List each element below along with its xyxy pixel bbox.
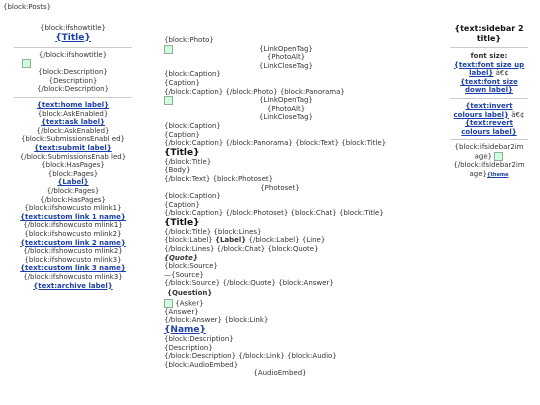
- block-tag: {block:Photo}: [164, 36, 214, 44]
- block-tag: {/block:SubmissionsEnab led}: [19, 152, 127, 161]
- divider: [14, 97, 132, 98]
- ask-link[interactable]: {text:ask label}: [41, 118, 105, 127]
- block-tag: {block:ifshowtitle}: [39, 24, 107, 32]
- block-tag: {/block:Lines} {/block:Chat} {block:Quote}: [164, 245, 319, 254]
- asker-text: {Asker}: [175, 299, 204, 308]
- block-tag: {LinkOpenTag}: [259, 96, 313, 105]
- block-tag: {LinkCloseTag}: [258, 61, 314, 70]
- block-tag: {/block:ifshowcusto mlink2}: [23, 247, 123, 256]
- block-tag: {/block:Label} {Line}: [248, 236, 326, 245]
- submit-link[interactable]: {text:submit label}: [34, 144, 112, 153]
- block-tag: {block:SubmissionsEnabl ed}: [20, 135, 126, 144]
- blog-title-link[interactable]: {Title}: [55, 32, 91, 43]
- divider: [14, 47, 132, 48]
- panorama-icon: [164, 96, 173, 105]
- font-size-up-link[interactable]: {text:font size up label}: [453, 60, 525, 78]
- block-tag: {/block:Answer} {block:Link}: [164, 316, 269, 325]
- block-tag: {block:ifshowcusto mlink2}: [24, 229, 122, 238]
- block-tag: {block:AudioEmbed}: [164, 360, 239, 369]
- block-tag: {/block:Pages}: [46, 187, 100, 195]
- question-text: {Question}: [167, 289, 213, 298]
- block-tag: {block:Label}: [164, 236, 213, 245]
- block-tag: {block:ifsidebar2im age}: [454, 143, 524, 161]
- block-tag: {/block:HasPages}: [40, 195, 106, 204]
- sidebar-title: {text:sidebar 2 title}: [454, 24, 524, 43]
- block-tag: {block:Caption}: [164, 70, 221, 79]
- divider: [450, 139, 528, 140]
- chat-label: {Label}: [214, 236, 247, 245]
- photo-icon: [164, 45, 173, 54]
- archive-link[interactable]: {text:archive label}: [33, 281, 113, 290]
- caption-text: {Caption}: [164, 200, 200, 209]
- sidebar-image-icon: [494, 152, 503, 161]
- block-tag: {block:Description}: [38, 68, 108, 77]
- source-text: —{Source}: [164, 270, 204, 279]
- block-tag: {/block:Title} {block:Lines}: [164, 227, 262, 236]
- revert-colours-link[interactable]: {text:revert colours label}: [461, 119, 517, 136]
- block-tag: {LinkOpenTag}: [259, 44, 313, 53]
- block-tag: {LinkCloseTag}: [258, 113, 314, 122]
- answer-text: {Answer}: [164, 307, 199, 316]
- block-tag: {/block:Description} {/block:Link} {block:Audio}: [164, 352, 337, 361]
- block-tag: {/block:ifsidebar2im age}: [453, 161, 525, 178]
- posts-column: [164, 36, 396, 378]
- divider: [450, 47, 528, 48]
- audio-embed-text: {AudioEmbed}: [253, 369, 307, 378]
- block-tag: {block:Caption}: [164, 192, 221, 201]
- block-tag: {/block:ifshowcusto mlink1}: [23, 221, 123, 230]
- caption-text: {Caption}: [164, 130, 200, 139]
- quote-text: {Quote}: [164, 253, 198, 262]
- font-size-down-link[interactable]: {text:font size down label}: [460, 77, 518, 95]
- block-tag: {/block:Description}: [36, 85, 110, 94]
- block-tag: {block:Source}: [164, 262, 218, 271]
- block-tag: {/block:Text} {block:Photoset}: [164, 174, 274, 183]
- block-tag: {block:AskEnabled}: [37, 109, 109, 118]
- separator: â€¢: [495, 69, 509, 78]
- divider: [450, 98, 528, 99]
- left-sidebar: [14, 24, 132, 290]
- custom-link-3[interactable]: {text:custom link 3 name}: [20, 264, 126, 273]
- block-tag: {/block:ifshowcusto mlink3}: [23, 272, 123, 281]
- description-text: {Description}: [164, 343, 213, 352]
- custom-link-2[interactable]: {text:custom link 2 name}: [20, 238, 126, 247]
- page-link[interactable]: {Label}: [57, 178, 89, 187]
- caption-text: {Caption}: [164, 78, 200, 87]
- right-sidebar: [450, 24, 528, 179]
- block-tag: {block:ifshowcusto mlink3}: [24, 255, 122, 264]
- block-tag: {block:Caption}: [164, 121, 221, 130]
- posts-block-label: {block:Posts}: [3, 3, 52, 11]
- block-tag: {/block:ifshowtitle}: [38, 50, 108, 59]
- block-tag: {/block:Title}: [164, 157, 212, 166]
- post-title: {Title}: [164, 147, 200, 158]
- block-tag: {PhotoAlt}: [266, 53, 306, 62]
- block-tag: {block:HasPages}: [41, 161, 105, 170]
- chat-title: {Title}: [164, 217, 200, 228]
- block-tag: {/block:Caption} {/block:Photo} {block:Panorama}: [164, 87, 345, 96]
- photoset-text: {Photoset}: [260, 183, 300, 192]
- broken-image-icon: [22, 59, 31, 68]
- asker-avatar-icon: [164, 299, 173, 308]
- body-text: {Body}: [164, 166, 191, 175]
- home-link[interactable]: {text:home label}: [36, 101, 110, 110]
- custom-link-1[interactable]: {text:custom link 1 name}: [20, 212, 126, 221]
- font-size-label: font size:: [470, 52, 508, 60]
- block-tag: {/block:AskEnabled}: [36, 126, 110, 135]
- invert-colours-link[interactable]: {text:invert colours label}: [453, 101, 513, 119]
- block-tag: {/block:Caption} {/block:Photoset} {block:Chat} {block:Title}: [164, 209, 384, 218]
- block-tag: {block:Pages}: [47, 169, 99, 178]
- block-tag: {block:Description}: [164, 334, 234, 343]
- block-tag: {block:ifshowcusto mlink1}: [24, 204, 122, 213]
- theme-credit-link[interactable]: {theme: [486, 171, 509, 178]
- link-post-name[interactable]: {Name}: [164, 324, 206, 335]
- block-tag: {PhotoAlt}: [266, 104, 306, 113]
- block-tag: {/block:Source} {/block:Quote} {block:Answer}: [164, 279, 334, 288]
- description-text: {Description}: [48, 76, 98, 85]
- separator: â€¢: [511, 110, 525, 119]
- block-tag: {/block:Caption} {/block:Panorama} {block:Text} {block:Title}: [164, 139, 387, 148]
